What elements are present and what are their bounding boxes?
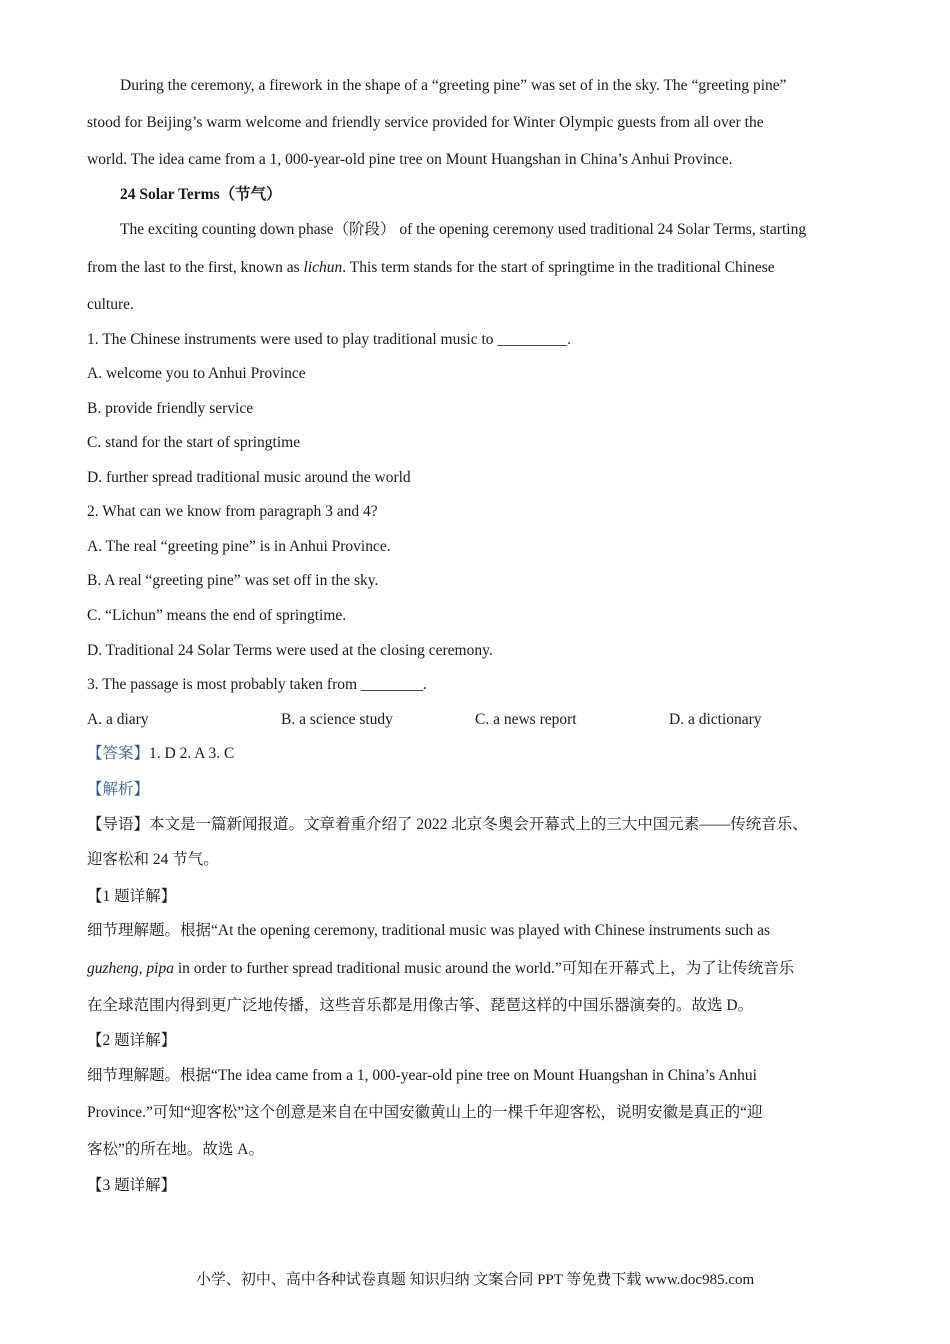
guide-line2: 迎客松和 24 节气。	[87, 851, 219, 868]
page-footer: 小学、初中、高中各种试卷真题 知识归纳 文案合同 PPT 等免费下载 www.doc985.com	[195, 1272, 755, 1288]
question-1-option-a: A. welcome you to Anhui Province	[87, 365, 306, 382]
analysis-label: 【解析】	[87, 781, 150, 798]
text-span: from the last to the first, known as	[87, 259, 304, 276]
question-1-option-d: D. further spread traditional music around the world	[87, 469, 411, 486]
question-1-option-c: C. stand for the start of springtime	[87, 434, 301, 451]
question-3-option-b: B. a science study	[281, 711, 393, 728]
text-span: in order to further spread traditional music around the world.”可知在开幕式上，为了让传统音乐	[173, 960, 795, 977]
question-2-option-b: B. A real “greeting pine” was set off in the sky.	[87, 572, 379, 589]
guide-line1: 【导语】本文是一篇新闻报道。文章着重介绍了 2022 北京冬奥会开幕式上的三大中国元素——传统音乐、	[87, 816, 808, 833]
italic-term: lichun	[303, 259, 343, 276]
text-span: . This term stands for the start of springtime in the traditional Chinese	[342, 259, 775, 276]
question-2-option-c: C. “Lichun” means the end of springtime.	[87, 607, 347, 624]
question-1: 1. The Chinese instruments were used to play traditional music to _________.	[87, 331, 572, 348]
detail-2-line1: 细节理解题。根据“The idea came from a 1, 000-year-old pine tree on Mount Huangshan in China’s Anhui	[87, 1067, 757, 1084]
italic-term: guzheng	[87, 960, 139, 977]
italic-term: pipa	[146, 960, 174, 977]
detail-2-line2: Province.”可知“迎客松”这个创意是来自在中国安徽黄山上的一棵千年迎客松，说明安徽是真正的“迎	[87, 1104, 763, 1121]
answer-line	[87, 744, 870, 764]
section-heading: 24 Solar Terms（节气）	[120, 186, 282, 203]
detail-2-label: 【2 题详解】	[87, 1032, 177, 1049]
detail-1-label: 【1 题详解】	[87, 888, 177, 905]
detail-2-line3: 客松”的所在地。故选 A。	[87, 1141, 264, 1158]
detail-1-line2	[87, 959, 870, 979]
question-3-option-d: D. a dictionary	[669, 711, 762, 728]
passage-p4-line2	[87, 258, 870, 278]
passage-p3-line2: stood for Beijing’s warm welcome and friendly service provided for Winter Olympic guests from all over the	[87, 114, 764, 131]
detail-1-line1: 细节理解题。根据“At the opening ceremony, traditional music was played with Chinese instruments such as	[87, 922, 771, 939]
text-span: ,	[138, 960, 147, 977]
detail-3-label: 【3 题详解】	[87, 1177, 177, 1194]
question-2-option-d: D. Traditional 24 Solar Terms were used at the closing ceremony.	[87, 642, 493, 659]
answer-text: 1. D 2. A 3. C	[149, 745, 235, 762]
passage-p4-line3: culture.	[87, 296, 134, 313]
question-3-option-c: C. a news report	[475, 711, 577, 728]
passage-p4-line1: The exciting counting down phase（阶段） of the opening ceremony used traditional 24 Solar Terms, starting	[120, 221, 807, 238]
question-2: 2. What can we know from paragraph 3 and 4?	[87, 503, 378, 520]
passage-p3-line1: During the ceremony, a firework in the shape of a “greeting pine” was set of in the sky. The “greeting pine”	[120, 77, 787, 94]
detail-1-line3: 在全球范围内得到更广泛地传播，这些音乐都是用像古筝、琵琶这样的中国乐器演奏的。故选 D。	[87, 997, 754, 1014]
answer-label: 【答案】	[87, 745, 150, 762]
question-3-option-a: A. a diary	[87, 711, 149, 728]
question-2-option-a: A. The real “greeting pine” is in Anhui Province.	[87, 538, 391, 555]
question-3: 3. The passage is most probably taken from ________.	[87, 676, 427, 693]
question-1-option-b: B. provide friendly service	[87, 400, 254, 417]
passage-p3-line3: world. The idea came from a 1, 000-year-old pine tree on Mount Huangshan in China’s Anhui Province.	[87, 151, 733, 168]
